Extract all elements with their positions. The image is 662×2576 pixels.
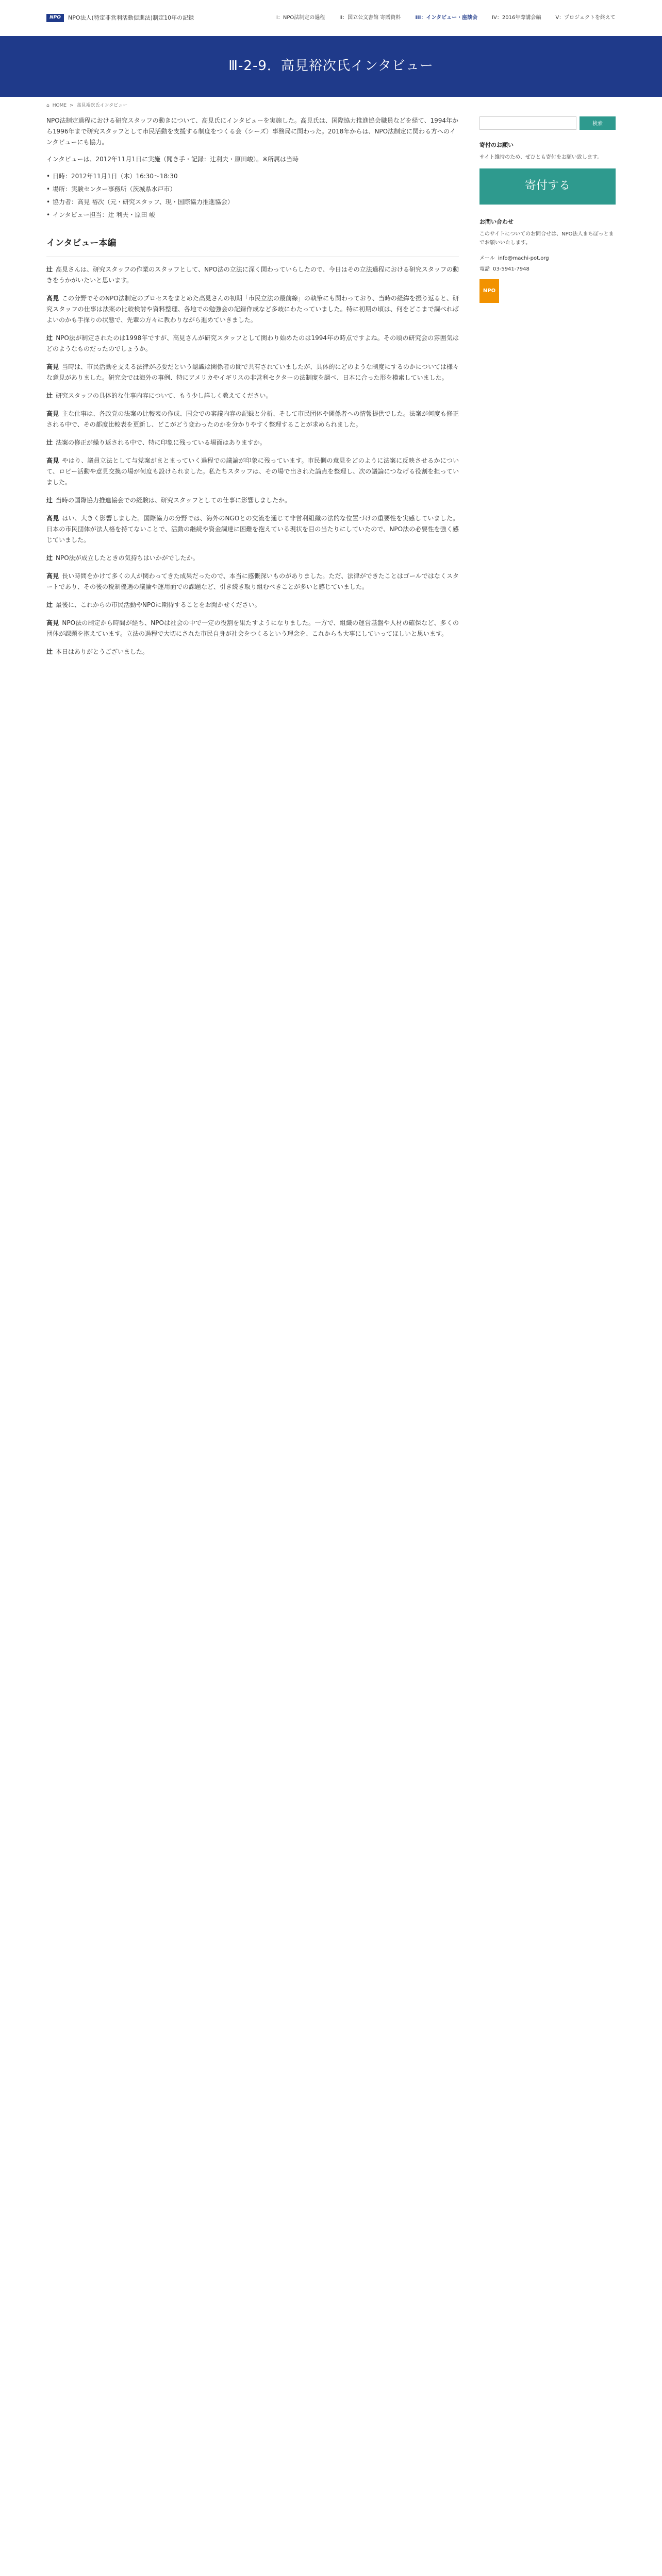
speaker-name: 辻: [46, 554, 53, 562]
donate-button[interactable]: 寄付する: [479, 168, 616, 205]
qa-paragraph: [46, 600, 459, 611]
qa-text: 最後に、これからの市民活動やNPOに期待することをお聞かせください。: [56, 601, 261, 608]
section-heading: インタビュー本編: [46, 236, 459, 257]
qa-paragraph: [46, 333, 459, 354]
tel-row: [479, 265, 616, 274]
qa-paragraph: [46, 513, 459, 546]
speaker-name: 辻: [46, 392, 53, 399]
nav-item[interactable]: V：プロジェクトを終えて: [555, 15, 616, 21]
speaker-name: 高見: [46, 572, 59, 580]
meta-item: • 日時：2012年11月1日（木）16:30〜18:30: [46, 171, 459, 182]
logo-mark: NPO: [46, 14, 64, 22]
nav-item[interactable]: IV：2016年際講会編: [492, 15, 541, 21]
nav-item[interactable]: III：インタビュー・座談会: [415, 15, 478, 21]
qa-paragraph: [46, 553, 459, 564]
email-link[interactable]: info@machi-pot.org: [498, 255, 549, 261]
qa-paragraph: [46, 495, 459, 506]
tel-value: 03-5941-7948: [493, 266, 529, 273]
speaker-name: 高見: [46, 294, 59, 302]
speaker-name: 辻: [46, 438, 53, 446]
breadcrumb-separator: >: [70, 103, 74, 108]
qa-text: 主な仕事は、各政党の法案の比較表の作成、国会での審議内容の記録と分析、そして市民団体や関係者への情報提供でした。法案が何度も修正される中で、その都度比較表を更新し、どこがどう変わったのかを分かりやすく整理することが求められました。: [46, 410, 459, 428]
speaker-name: 辻: [46, 496, 53, 504]
top-bar: [0, 0, 662, 36]
qa-paragraph: [46, 618, 459, 639]
email-row: [479, 254, 616, 263]
page-title: Ⅲ-2-9．高見裕次氏インタビュー: [228, 58, 434, 74]
support-heading: 寄付のお願い: [479, 141, 514, 148]
page-hero: [0, 36, 662, 97]
intro-section: [46, 115, 459, 221]
nav-item[interactable]: I：NPO法制定の過程: [276, 15, 325, 21]
qa-text: NPO法が成立したときの気持ちはいかがでしたか。: [56, 554, 199, 562]
qa-text: 研究スタッフの具体的な仕事内容について、もう少し詳しく教えてください。: [56, 392, 272, 399]
speaker-name: 辻: [46, 265, 53, 273]
tel-label: 電話: [479, 266, 490, 273]
qa-paragraph: [46, 647, 459, 657]
contact-text: このサイトについてのお問合せは、NPO法人まちぽっとまでお願いいたします。: [479, 231, 614, 246]
support-text: サイト維持のため、ぜひとも寄付をお願い致します。: [479, 155, 603, 160]
meta-item: • 場所：実験センター事務所（茨城県水戸市）: [46, 184, 459, 195]
search-button[interactable]: 検索: [580, 116, 616, 130]
intro-paragraph: NPO法制定過程における研究スタッフの動きについて、高見氏にインタビューを実施した。高見氏は、国際協力推進協会職員などを経て、1994年から1996年まで研究スタッフとして市民活動を支援する制度をつくる会（シーズ）事務局に関わった。2018年からは、NPO法制定に関わる方へのインタビューにも協力。: [46, 116, 459, 146]
site-title: NPO法人(特定非営利活動促進法)制定10年の記録: [68, 14, 194, 22]
qa-text: NPO法が制定されたのは1998年ですが、高見さんが研究スタッフとして関わり始めたのは1994年の時点ですよね。その頃の研究会の雰囲気はどのようなものだったのでしょうか。: [46, 334, 459, 352]
speaker-name: 高見: [46, 410, 59, 417]
main-nav: [276, 13, 616, 23]
interview-body: [46, 264, 459, 657]
speaker-name: 高見: [46, 514, 59, 522]
site-logo[interactable]: [46, 13, 194, 23]
speaker-name: 辻: [46, 334, 53, 342]
qa-paragraph: [46, 293, 459, 326]
nav-item[interactable]: II：国立公文書館 寄贈資料: [339, 15, 401, 21]
sidebar: [479, 115, 616, 665]
qa-text: 高見さんは、研究スタッフの作業のスタッフとして、NPO法の立法に深く関わっていらしたので、今日はその立法過程における研究スタッフの動きをうかがいたいと思います。: [46, 265, 459, 284]
search-form: [479, 116, 616, 130]
speaker-name: 高見: [46, 363, 59, 370]
home-icon: ⌂: [46, 103, 49, 108]
email-label: メール: [479, 255, 495, 261]
contact-heading: お問い合わせ: [479, 218, 514, 225]
meta-item: • インタビュー担当：辻 利夫・原田 峻: [46, 210, 459, 221]
breadcrumb-current: 高見裕次氏インタビュー: [76, 103, 128, 108]
qa-text: 本日はありがとうございました。: [56, 648, 149, 655]
speaker-name: 辻: [46, 648, 53, 655]
qa-text: はい、大きく影響しました。国際協力の分野では、海外のNGOとの交流を通じて非営利組織の法的な位置づけの重要性を実感していました。日本の市民団体が法人格を持てないことで、活動の継続や資金調達に困難を抱えている現状を目の当たりにしていたので、NPO法の必要性を強く感じていました。: [46, 514, 459, 544]
intro-paragraph: インタビューは、2012年11月1日に実施（聞き手・記録：辻利夫・原田峻）。※所属は当時: [46, 155, 299, 163]
speaker-name: 辻: [46, 601, 53, 608]
qa-paragraph: [46, 391, 459, 401]
meta-item: • 協力者：高見 裕次（元・研究スタッフ、現・国際協力推進協会）: [46, 197, 459, 208]
qa-paragraph: [46, 264, 459, 286]
speaker-name: 高見: [46, 456, 59, 464]
search-input[interactable]: [479, 116, 576, 130]
qa-paragraph: [46, 409, 459, 430]
qa-text: やはり、議員立法として与党案がまとまっていく過程での議論が印象に残っています。市民側の意見をどのように法案に反映させるかについて、ロビー活動や意見交換の場が何度も設けられました。私たちスタッフは、その場で出された論点を整理し、次の議論につなげる役割を担っていました。: [46, 456, 459, 486]
qa-paragraph: [46, 437, 459, 448]
qa-text: 長い時間をかけて多くの人が関わってきた成果だったので、本当に感慨深いものがありました。ただ、法律ができたことはゴールではなくスタートであり、その後の税制優遇の議論や運用面での課題など、引き続き取り組むべきことが多いと感じていました。: [46, 572, 459, 590]
qa-paragraph: [46, 455, 459, 488]
breadcrumb-home[interactable]: HOME: [52, 103, 67, 108]
qa-paragraph: [46, 362, 459, 383]
qa-paragraph: [46, 571, 459, 592]
qa-text: NPO法の制定から時間が経ち、NPOは社会の中で一定の役割を果たすようになりました。一方で、組織の運営基盤や人材の確保など、多くの団体が課題を抱えています。立法の過程で大切にされた市民自身が社会をつくるという理念を、これからも大事にしていってほしいと思います。: [46, 619, 459, 637]
main-content: [46, 115, 459, 665]
speaker-name: 高見: [46, 619, 59, 626]
qa-text: 当時は、市民活動を支える法律が必要だという認識は関係者の間で共有されていましたが、具体的にどのような制度にするのかについては様々な意見がありました。研究会では海外の事例、特にアメリカやイギリスの非営利セクターの法制度を調べ、日本に合った形を模索していました。: [46, 363, 459, 381]
qa-text: この分野でそのNPO法制定のプロセスをまとめた高見さんの初期「市民立法の最前線」の執筆にも関わっており、当時の経緯を振り返ると、研究スタッフの仕事は法案の比較検討や資料整理、各地での勉強会の記録作成など多岐にわたっていました。特に初期の頃は、何をどこまで調べればよいのかも手探りの状態で、先輩の方々に教わりながら進めていきました。: [46, 294, 459, 324]
qa-text: 当時の国際協力推進協会での経験は、研究スタッフとしての仕事に影響しましたか。: [56, 496, 291, 504]
qa-text: 法案の修正が繰り返される中で、特に印象に残っている場面はありますか。: [56, 438, 266, 446]
breadcrumb: [0, 97, 662, 110]
npo-badge-icon[interactable]: NPO: [479, 279, 499, 303]
interview-meta: [46, 171, 459, 221]
